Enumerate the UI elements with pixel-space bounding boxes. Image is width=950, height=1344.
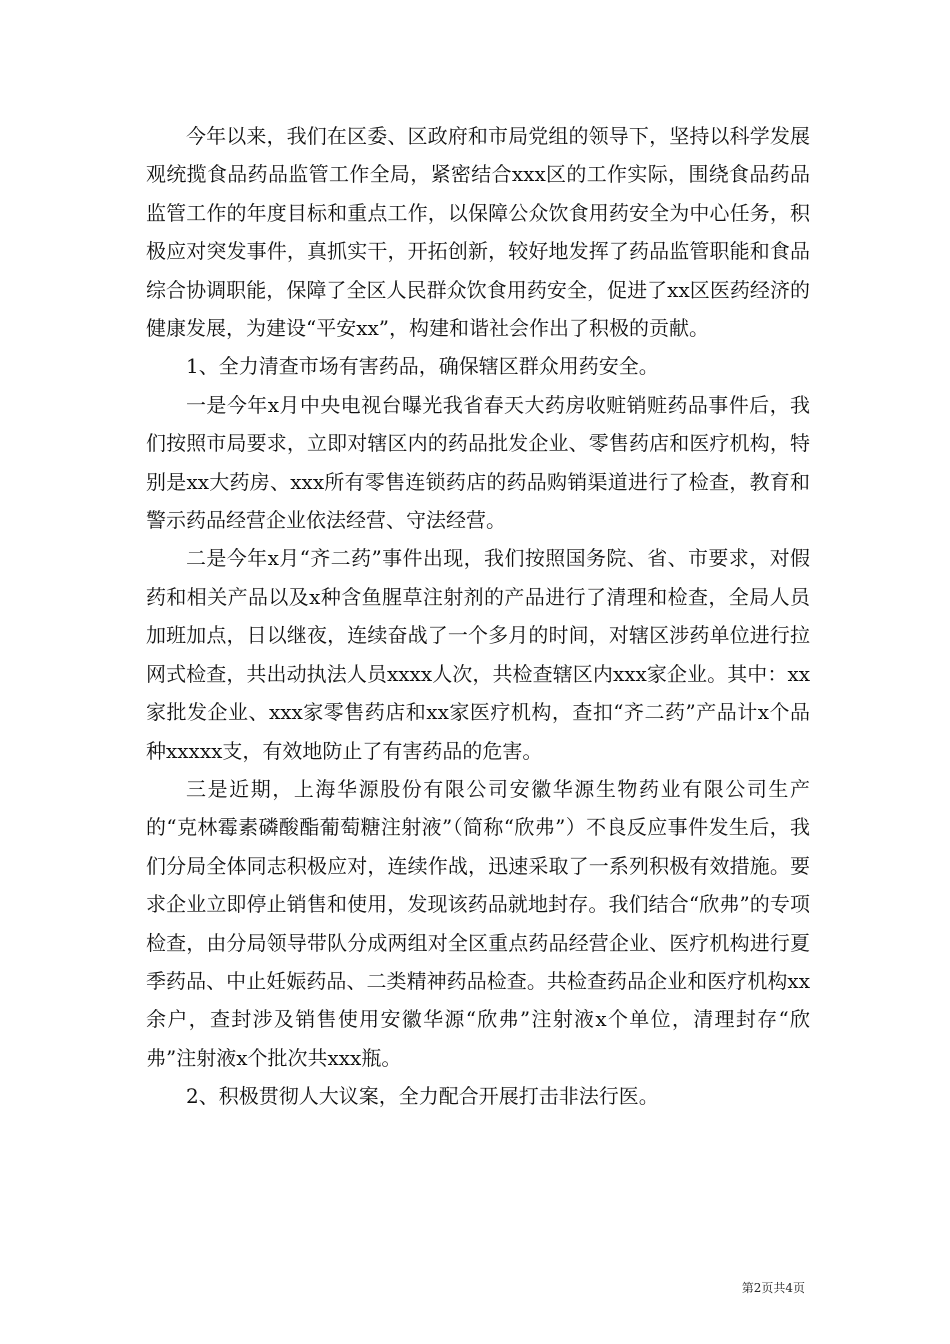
paragraph-item-2: 二是今年x月“齐二药”事件出现，我们按照国务院、省、市要求，对假药和相关产品以及x种含鱼腥草注射剂的产品进行了清理和检查，全局人员加班加点，日以继夜，连续奋战了一个多月的时间，对辖区涉药单位进行拉网式检查，共出动执法人员xxxx人次，共检查辖区内xxx家企业。其中：xx家批发企业、xxx家零售药店和xx家医疗机构，查扣“齐二药”产品计x个品种xxxxx支，有效地防止了有害药品的危害。 bbox=[146, 546, 810, 763]
heading-section-2: 2、积极贯彻人大议案，全力配合开展打击非法行医。 bbox=[186, 1084, 659, 1109]
paragraph-intro: 今年以来，我们在区委、区政府和市局党组的领导下，坚持以科学发展观统揽食品药品监管工作全局，紧密结合xxx区的工作实际，围绕食品药品监管工作的年度目标和重点工作，以保障公众饮食用药安全为中心任务，积极应对突发事件，真抓实干，开拓创新，较好地发挥了药品监管职能和食品综合协调职能，保障了全区人民群众饮食用药安全，促进了xx区医药经济的健康发展，为建设“平安xx”，构建和谐社会作出了积极的贡献。 bbox=[146, 124, 810, 341]
paragraph-item-1: 一是今年x月中央电视台曝光我省春天大药房收赃销赃药品事件后，我们按照市局要求，立即对辖区内的药品批发企业、零售药店和医疗机构，特别是xx大药房、xxx所有零售连锁药店的药品购销渠道进行了检查，教育和警示药品经营企业依法经营、守法经营。 bbox=[146, 392, 810, 533]
document-body bbox=[146, 117, 810, 1116]
heading-section-1: 1、全力清查市场有害药品，确保辖区群众用药安全。 bbox=[186, 354, 659, 379]
page-number-footer: 第2页共4页 bbox=[741, 1281, 805, 1295]
paragraph-item-3: 三是近期，上海华源股份有限公司安徽华源生物药业有限公司生产的“克林霉素磷酸酯葡萄糖注射液”（简称“欣弗”）不良反应事件发生后，我们分局全体同志积极应对，连续作战，迅速采取了一系列积极有效措施。要求企业立即停止销售和使用，发现该药品就地封存。我们结合“欣弗”的专项检查，由分局领导带队分成两组对全区重点药品经营企业、医疗机构进行夏季药品、中止妊娠药品、二类精神药品检查。共检查药品企业和医疗机构xx余户，查封涉及销售使用安徽华源“欣弗”注射液x个单位，清理封存“欣弗”注射液x个批次共xxx瓶。 bbox=[146, 776, 810, 1070]
